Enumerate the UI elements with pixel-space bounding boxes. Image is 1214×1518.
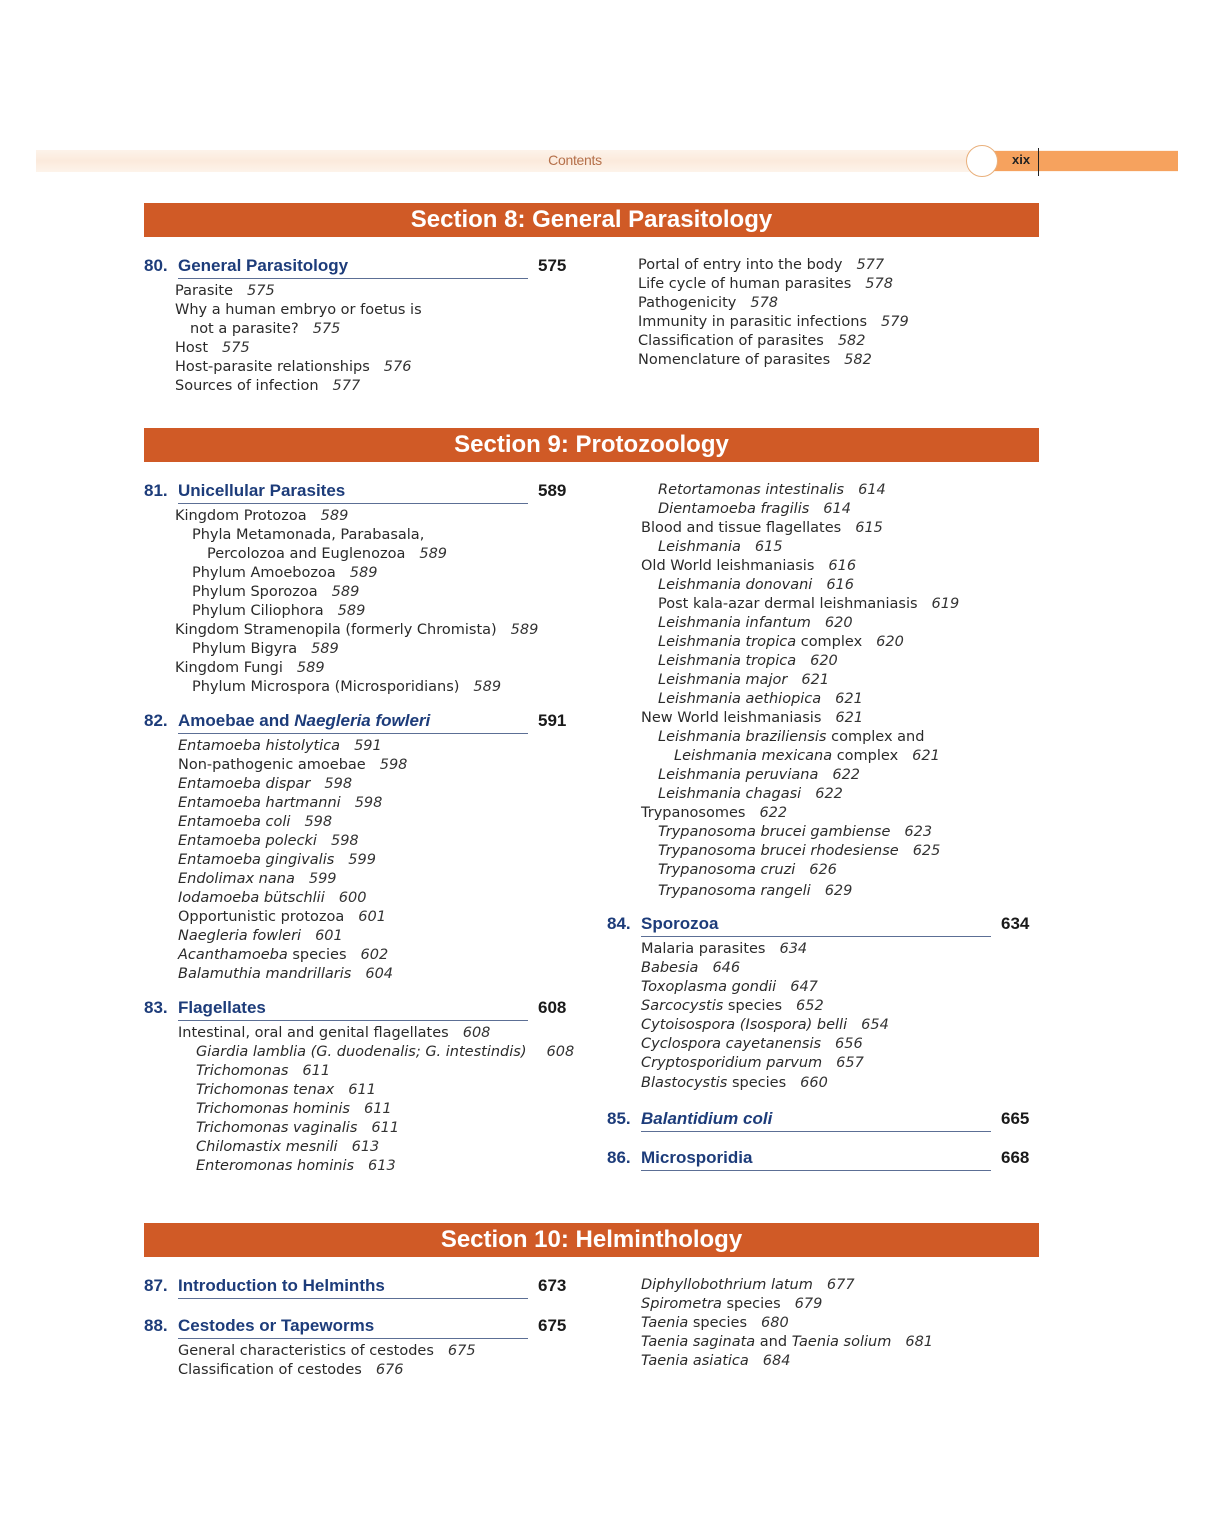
toc-entry[interactable]: Taenia asiatica 684 <box>641 1353 791 1369</box>
chapter-heading[interactable] <box>144 711 574 737</box>
toc-entry[interactable]: New World leishmaniasis 621 <box>641 710 864 726</box>
toc-entry[interactable]: Enteromonas hominis 613 <box>196 1158 396 1174</box>
toc-entry[interactable]: Trypanosoma rangeli 629 <box>658 883 853 899</box>
toc-entry[interactable]: Entamoeba histolytica 591 <box>178 738 382 754</box>
chapter-number: 83. <box>144 998 168 1017</box>
toc-entry[interactable]: Diphyllobothrium latum 677 <box>641 1277 855 1293</box>
toc-entry[interactable]: Spirometra species 679 <box>641 1296 823 1312</box>
toc-entry[interactable]: Sarcocystis species 652 <box>641 998 824 1014</box>
chapter-number: 82. <box>144 711 168 730</box>
chapter-title[interactable]: Introduction to Helminths <box>178 1276 385 1295</box>
toc-entry[interactable]: Phylum Sporozoa 589 <box>192 584 360 600</box>
toc-entry[interactable]: Balamuthia mandrillaris 604 <box>178 966 394 982</box>
toc-entry[interactable]: Leishmania tropica 620 <box>658 653 838 669</box>
toc-entry[interactable]: Malaria parasites 634 <box>641 941 808 957</box>
toc-entry[interactable]: Leishmania braziliensis complex and <box>658 729 925 745</box>
toc-entry[interactable]: Leishmania tropica complex 620 <box>658 634 904 650</box>
toc-entry[interactable]: Kingdom Fungi 589 <box>175 660 325 676</box>
toc-entry[interactable]: Trichomonas tenax 611 <box>196 1082 376 1098</box>
chapter-underline <box>641 1170 991 1171</box>
toc-entry[interactable]: Acanthamoeba species 602 <box>178 947 389 963</box>
toc-entry[interactable]: Opportunistic protozoa 601 <box>178 909 386 925</box>
toc-entry[interactable]: Entamoeba dispar 598 <box>178 776 353 792</box>
chapter-page: 668 <box>1001 1148 1030 1167</box>
section-9-left-column <box>144 481 574 1176</box>
toc-entry[interactable]: Leishmania major 621 <box>658 672 830 688</box>
chapter-title[interactable]: Sporozoa <box>641 914 719 933</box>
toc-entry[interactable]: Intestinal, oral and genital flagellates 608 <box>178 1025 491 1041</box>
page-number: xix <box>1012 152 1031 167</box>
toc-entry[interactable]: Entamoeba hartmanni 598 <box>178 795 383 811</box>
toc-entry[interactable]: Leishmania aethiopica 621 <box>658 691 863 707</box>
toc-entry[interactable]: Life cycle of human parasites 578 <box>638 276 893 292</box>
chapter-underline <box>178 278 528 279</box>
section-9-right-chapters <box>607 914 1037 1174</box>
toc-entry[interactable]: Phyla Metamonada, Parabasala, <box>192 527 425 543</box>
section-banner: Section 10: Helminthology <box>144 1223 1039 1257</box>
toc-entry[interactable]: Retortamonas intestinalis 614 <box>658 482 886 498</box>
toc-entry[interactable]: Leishmania chagasi 622 <box>658 786 843 802</box>
chapter-number: 80. <box>144 256 168 275</box>
toc-entry[interactable]: Sources of infection 577 <box>175 378 361 394</box>
toc-entry[interactable]: not a parasite? 575 <box>190 321 341 337</box>
chapter-page: 634 <box>1001 914 1030 933</box>
toc-entry[interactable]: General characteristics of cestodes 675 <box>178 1343 476 1359</box>
chapter-title[interactable]: Unicellular Parasites <box>178 481 346 500</box>
chapter-number: 88. <box>144 1316 168 1335</box>
toc-entry[interactable]: Blastocystis species 660 <box>641 1075 828 1091</box>
chapter-page: 575 <box>538 256 567 275</box>
toc-entry[interactable]: Chilomastix mesnili 613 <box>196 1139 380 1155</box>
chapter-page: 675 <box>538 1316 567 1335</box>
toc-entry[interactable]: Classification of cestodes 676 <box>178 1362 404 1378</box>
toc-entry[interactable]: Classification of parasites 582 <box>638 333 866 349</box>
toc-entry[interactable]: Taenia species 680 <box>641 1315 789 1331</box>
chapter-underline <box>178 1020 528 1021</box>
toc-entry[interactable]: Entamoeba polecki 598 <box>178 833 359 849</box>
toc-entry[interactable]: Leishmania mexicana complex 621 <box>674 748 940 764</box>
toc-entry[interactable]: Phylum Bigyra 589 <box>192 641 339 657</box>
toc-entry[interactable]: Trichomonas vaginalis 611 <box>196 1120 400 1136</box>
chapter-number: 86. <box>607 1148 631 1167</box>
section-8-left-column <box>144 256 574 396</box>
toc-entry[interactable]: Leishmania 615 <box>658 539 783 555</box>
toc-entry[interactable]: Phylum Ciliophora 589 <box>192 603 366 619</box>
chapter-heading[interactable] <box>144 998 574 1024</box>
chapter-underline <box>178 1298 528 1299</box>
toc-entry[interactable]: Iodamoeba bütschlii 600 <box>178 890 367 906</box>
toc-entry[interactable]: Immunity in parasitic infections 579 <box>638 314 909 330</box>
chapter-number: 87. <box>144 1276 168 1295</box>
chapter-page: 665 <box>1001 1109 1030 1128</box>
toc-entry[interactable]: Why a human embryo or foetus is <box>175 302 422 318</box>
toc-entry[interactable]: Toxoplasma gondii 647 <box>641 979 818 995</box>
toc-entry[interactable]: Dientamoeba fragilis 614 <box>658 501 851 517</box>
chapter-page: 608 <box>538 998 567 1017</box>
running-header-title: Contents <box>548 152 602 168</box>
chapter-number: 84. <box>607 914 631 933</box>
toc-entry[interactable]: Phylum Amoebozoa 589 <box>192 565 378 581</box>
toc-entry[interactable]: Leishmania peruviana 622 <box>658 767 861 783</box>
chapter-underline <box>641 1131 991 1132</box>
toc-entry[interactable]: Host-parasite relationships 576 <box>175 359 412 375</box>
chapter-underline <box>178 733 528 734</box>
toc-entry[interactable]: Trichomonas 611 <box>196 1063 331 1079</box>
toc-entry[interactable]: Taenia saginata and Taenia solium 681 <box>641 1334 934 1350</box>
toc-entry[interactable]: Entamoeba coli 598 <box>178 814 333 830</box>
page-number-rule <box>1038 148 1039 176</box>
toc-entry[interactable]: Blood and tissue flagellates 615 <box>641 520 883 536</box>
chapter-title[interactable]: Microsporidia <box>641 1148 753 1167</box>
chapter-title[interactable]: Balantidium coli <box>641 1109 773 1128</box>
chapter-heading[interactable] <box>607 914 1037 940</box>
section-8-right-column <box>638 256 1038 370</box>
toc-entry[interactable]: Pathogenicity 578 <box>638 295 779 311</box>
toc-entry[interactable]: Trypanosoma brucei gambiense 623 <box>658 824 933 840</box>
toc-entry[interactable]: Kingdom Protozoa 589 <box>175 508 349 524</box>
chapter-underline <box>641 936 991 937</box>
toc-entry[interactable]: Leishmania donovani 616 <box>658 577 855 593</box>
chapter-heading[interactable] <box>607 1109 1037 1135</box>
toc-entry[interactable]: Percolozoa and Euglenozoa 589 <box>207 546 448 562</box>
toc-entry[interactable]: Babesia 646 <box>641 960 741 976</box>
toc-entry[interactable]: Kingdom Stramenopila (formerly Chromista) 589 <box>175 622 539 638</box>
toc-entry[interactable]: Cryptosporidium parvum 657 <box>641 1055 864 1071</box>
toc-entry[interactable]: Cytoisospora (Isospora) belli 654 <box>641 1017 889 1033</box>
toc-entry[interactable]: Naegleria fowleri 601 <box>178 928 343 944</box>
toc-entry[interactable]: Trypanosoma cruzi 626 <box>658 862 837 878</box>
toc-entry[interactable]: Phylum Microspora (Microsporidians) 589 <box>192 679 502 695</box>
toc-entry[interactable]: Portal of entry into the body 577 <box>638 257 885 273</box>
toc-entry[interactable]: Old World leishmaniasis 616 <box>641 558 857 574</box>
toc-entry[interactable]: Post kala-azar dermal leishmaniasis 619 <box>658 596 960 612</box>
chapter-title[interactable]: Amoebae and Naegleria fowleri <box>178 711 431 730</box>
section-10-right-column <box>641 1276 1041 1371</box>
toc-entry[interactable]: Non-pathogenic amoebae 598 <box>178 757 408 773</box>
toc-entry[interactable]: Trichomonas hominis 611 <box>196 1101 392 1117</box>
chapter-heading[interactable] <box>607 1148 1037 1174</box>
section-9-right-column <box>641 481 1041 901</box>
toc-entry[interactable]: Nomenclature of parasites 582 <box>638 352 872 368</box>
chapter-number: 81. <box>144 481 168 500</box>
section-banner: Section 9: Protozoology <box>144 428 1039 462</box>
chapter-page: 591 <box>538 711 567 730</box>
chapter-underline <box>178 503 528 504</box>
toc-entry[interactable]: Cyclospora cayetanensis 656 <box>641 1036 863 1052</box>
toc-entry[interactable]: Entamoeba gingivalis 599 <box>178 852 376 868</box>
section-10-left-column <box>144 1276 574 1380</box>
chapter-heading[interactable] <box>144 481 574 507</box>
chapter-title[interactable]: Flagellates <box>178 998 266 1017</box>
section-banner: Section 8: General Parasitology <box>144 203 1039 237</box>
toc-entry[interactable]: Trypanosoma brucei rhodesiense 625 <box>658 843 941 859</box>
chapter-page: 589 <box>538 481 567 500</box>
chapter-underline <box>178 1338 528 1339</box>
chapter-heading[interactable] <box>144 256 574 282</box>
chapter-page: 673 <box>538 1276 567 1295</box>
toc-entry[interactable]: Giardia lamblia (G. duodenalis; G. intestindis) 608 <box>196 1044 575 1060</box>
toc-entry[interactable]: Host 575 <box>175 340 250 356</box>
chapter-number: 85. <box>607 1109 631 1128</box>
toc-entry[interactable]: Trypanosomes 622 <box>641 805 788 821</box>
toc-entry[interactable]: Leishmania infantum 620 <box>658 615 853 631</box>
chapter-heading[interactable] <box>144 1276 574 1302</box>
chapter-title[interactable]: General Parasitology <box>178 256 349 275</box>
chapter-heading[interactable] <box>144 1316 574 1342</box>
toc-entry[interactable]: Parasite 575 <box>175 283 275 299</box>
chapter-title[interactable]: Cestodes or Tapeworms <box>178 1316 375 1335</box>
toc-entry[interactable]: Endolimax nana 599 <box>178 871 337 887</box>
